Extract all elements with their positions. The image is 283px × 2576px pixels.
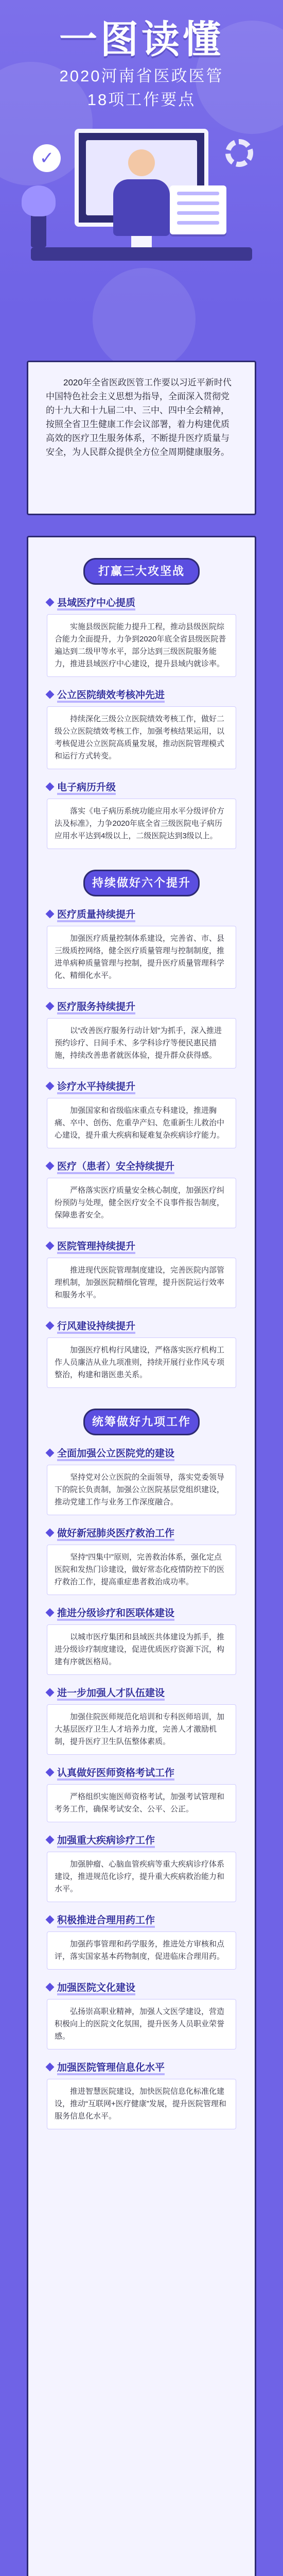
item-heading: 诊疗水平持续提升 <box>47 1079 236 1093</box>
item-text: 以“改善医疗服务行动计划”为抓手，深入推进预约诊疗、日间手术、多学科诊疗等便民惠民措施，持续改善患者就医体验，提升群众获得感。 <box>47 1018 236 1069</box>
section-title: 打赢三大攻坚战 <box>83 558 200 585</box>
item-text: 加强医疗机构行风建设，严格落实医疗机构工作人员廉洁从业九项准则，持续开展行业作风专项整治，构建和谐医患关系。 <box>47 1337 236 1388</box>
intro-card: 2020年全省医政医管工作要以习近平新时代中国特色社会主义思想为指导，全面深入贯彻党的十九大和十九届二中、三中、四中全会精神，按照全省卫生健康工作会议部署，着力构建优质高效的医疗卫生服务体系，不断提升医疗质量与安全，为人民群众提供全方位全周期健康服务。 <box>27 361 256 515</box>
item-heading: 积极推进合理用药工作 <box>47 1912 236 1926</box>
item-text: 加强国家和省级临床重点专科建设，推进胸痛、卒中、创伤、危重孕产妇、危重新生儿救治中心建设，提升重大疾病和疑难复杂疾病诊疗能力。 <box>47 1098 236 1148</box>
banner-subtitle-line2: 18项工作要点 <box>87 91 196 109</box>
item-text: 加强肿瘤、心脑血管疾病等重大疾病诊疗体系建设，推进规范化诊疗，提升重大疾病救治能力和水平。 <box>47 1852 236 1902</box>
item-heading: 做好新冠肺炎医疗救治工作 <box>47 1526 236 1539</box>
item-text: 落实《电子病历系统功能应用水平分级评价方法及标准》，力争2020年底全省三级医院电子病历应用水平达到4级以上，二级医院达到3级以上。 <box>47 799 236 849</box>
document-illustration <box>170 185 226 234</box>
item-heading: 加强重大疾病诊疗工作 <box>47 1833 236 1846</box>
item-heading: 公立医院绩效考核冲先进 <box>47 687 236 701</box>
item-text: 坚持党对公立医院的全面领导，落实党委领导下的院长负责制，加强公立医院基层党组织建设，推动党建工作与业务工作深度融合。 <box>47 1465 236 1515</box>
person-illustration <box>113 149 170 247</box>
gear-icon <box>225 139 253 167</box>
item-heading: 全面加强公立医院党的建设 <box>47 1446 236 1460</box>
item-text: 推进现代医院管理制度建设，完善医院内部管理机制，加强医院精细化管理，提升医院运行效率和服务水平。 <box>47 1258 236 1308</box>
item-heading: 医疗质量持续提升 <box>47 907 236 921</box>
item-text: 持续深化三级公立医院绩效考核工作，做好二级公立医院绩效考核工作，加强考核结果运用，以考核促进公立医院高质量发展，推动医院管理模式和运行方式转变。 <box>47 706 236 769</box>
item-heading: 加强医院文化建设 <box>47 1980 236 1994</box>
item-heading: 认真做好医师资格考试工作 <box>47 1765 236 1779</box>
banner-title: 一图读懂 <box>59 18 224 62</box>
item-heading: 加强医院管理信息化水平 <box>47 2060 236 2074</box>
item-heading: 行风建设持续提升 <box>47 1318 236 1332</box>
item-heading: 推进分级诊疗和医联体建设 <box>47 1605 236 1619</box>
item-heading: 县域医疗中心提质 <box>47 595 236 609</box>
decor-circle <box>93 268 196 371</box>
item-text: 加强住院医师规范化培训和专科医师培训，加大基层医疗卫生人才培养力度，完善人才激励机制，提升医疗卫生队伍整体素质。 <box>47 1704 236 1755</box>
item-heading: 电子病历升级 <box>47 779 236 793</box>
item-text: 实施县级医院能力提升工程，推动县级医院综合能力全面提升，力争到2020年底全省县级医院普遍达到二级甲等水平，部分达到三级医院服务能力，推进县域医疗中心建设，提升县域内就诊率。 <box>47 614 236 677</box>
item-text: 加强医疗质量控制体系建设，完善省、市、县三级质控网络，健全医疗质量管理与控制制度，推进单病种质量管理与控制，提升医疗质量管理科学化、精细化水平。 <box>47 926 236 989</box>
item-text: 推进智慧医院建设，加快医院信息化标准化建设，推动“互联网+医疗健康”发展，提升医院管理和服务信息化水平。 <box>47 2079 236 2129</box>
item-text: 坚持“四集中”原则，完善救治体系，强化定点医院和发热门诊建设，做好常态化疫情防控下的医疗救治工作，提高重症患者救治成功率。 <box>47 1545 236 1595</box>
item-heading: 医院管理持续提升 <box>47 1239 236 1252</box>
item-heading: 医疗（患者）安全持续提升 <box>47 1159 236 1173</box>
item-heading: 进一步加强人才队伍建设 <box>47 1685 236 1699</box>
banner-subtitle-line1: 2020河南省医政医管 <box>59 67 224 85</box>
desk-illustration <box>31 247 252 261</box>
item-heading: 医疗服务持续提升 <box>47 999 236 1013</box>
item-text: 严格组织实施医师资格考试，加强考试管理和考务工作，确保考试安全、公平、公正。 <box>47 1784 236 1822</box>
main-card <box>27 536 256 2576</box>
hero-banner <box>0 0 283 422</box>
plant-illustration <box>31 206 46 247</box>
section-title: 持续做好六个提升 <box>83 870 200 896</box>
item-text: 严格落实医疗质量安全核心制度，加强医疗纠纷预防与处理，健全医疗安全不良事件报告制度，保障患者安全。 <box>47 1178 236 1228</box>
item-text: 弘扬崇高职业精神，加强人文医学建设，营造积极向上的医院文化氛围，提升医务人员职业荣誉感。 <box>47 1999 236 2049</box>
section-title: 统筹做好九项工作 <box>83 1409 200 1435</box>
item-text: 加强药事管理和药学服务，推进处方审核和点评，落实国家基本药物制度，促进临床合理用药。 <box>47 1931 236 1970</box>
check-icon: ✓ <box>33 144 61 172</box>
item-text: 以城市医疗集团和县域医共体建设为抓手，推进分级诊疗制度建设，促进优质医疗资源下沉，构建有序就医格局。 <box>47 1624 236 1675</box>
